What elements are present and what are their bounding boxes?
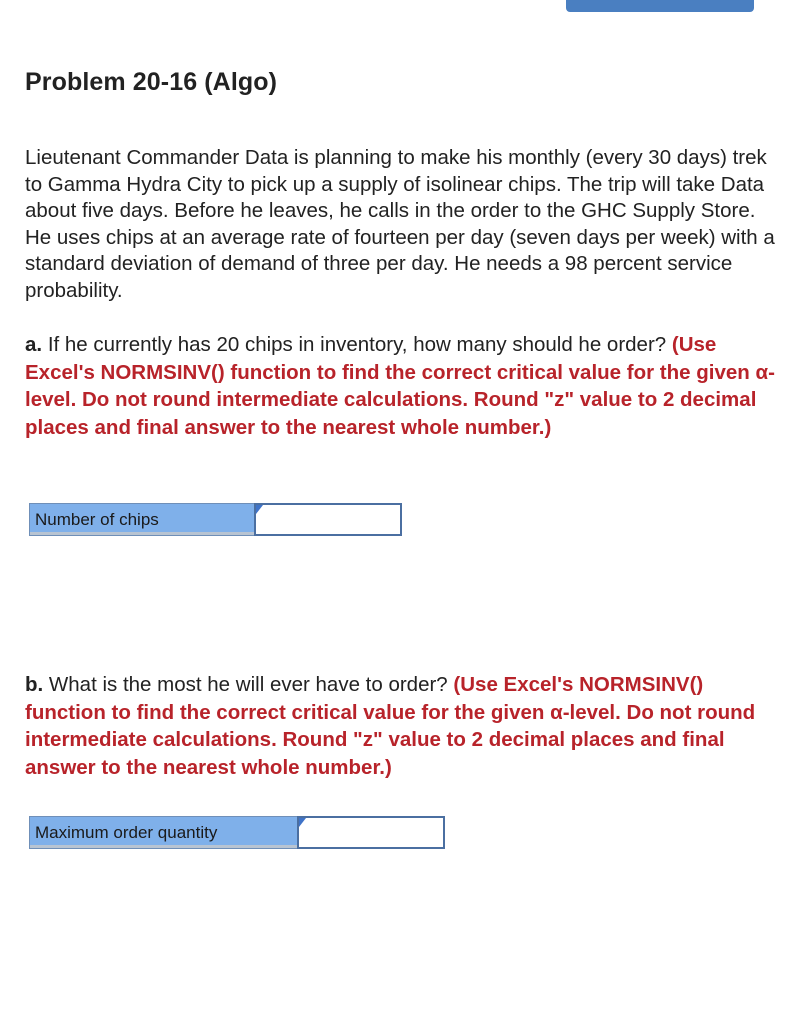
part-b-instructions: (Use Excel's NORMSINV() function to find the correct critical value for the given α-level. Do not round intermediate calculations. Round "z" value to 2 decimal places and final answer to the nearest whole number.)	[25, 673, 756, 779]
maximum-order-quantity-input[interactable]	[299, 818, 443, 847]
maximum-order-quantity-input-cell[interactable]	[297, 816, 445, 849]
part-b-question	[25, 671, 785, 781]
part-b-label: b.	[25, 673, 44, 696]
number-of-chips-input-cell[interactable]	[254, 503, 402, 536]
part-a-instructions: (Use Excel's NORMSINV() function to find the correct critical value for the given α-level. Do not round intermediate calculations. Round "z" value to 2 decimal places and final answer to the nearest whole number.)	[25, 333, 775, 439]
part-b-answer-row	[29, 816, 445, 849]
part-b-question-text: What is the most he will ever have to order?	[48, 673, 448, 696]
part-a-question-text: If he currently has 20 chips in inventory, how many should he order?	[47, 333, 667, 356]
number-of-chips-label: Number of chips	[29, 503, 254, 536]
part-a-label: a.	[25, 333, 43, 356]
number-of-chips-input[interactable]	[256, 505, 400, 534]
input-corner-marker-icon	[299, 818, 306, 827]
problem-title: Problem 20-16 (Algo)	[25, 68, 278, 96]
part-a-answer-row	[29, 503, 402, 536]
problem-intro: Lieutenant Commander Data is planning to make his monthly (every 30 days) trek to Gamma Hydra City to pick up a supply of isolinear chips. The trip will take Data about five days. Before he leaves, he calls in the order to the GHC Supply Store. He uses chips at an average rate of fourteen per day (seven days per week) with a standard deviation of demand of three per day. He needs a 98 percent service probability.	[25, 146, 775, 302]
maximum-order-quantity-label: Maximum order quantity	[29, 816, 297, 849]
part-a-question	[25, 331, 785, 441]
input-corner-marker-icon	[256, 505, 263, 514]
top-action-button[interactable]	[566, 0, 754, 12]
